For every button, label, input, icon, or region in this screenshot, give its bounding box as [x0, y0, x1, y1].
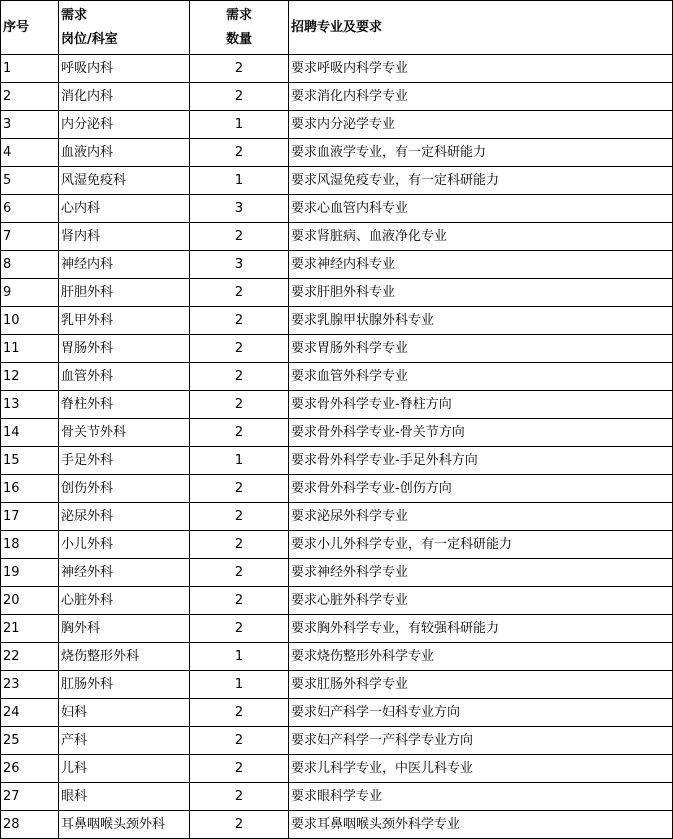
cell-dept: 呼吸内科 [59, 55, 190, 83]
table-row [1, 363, 673, 391]
table-row [1, 279, 673, 307]
cell-requirement: 要求妇产科学一妇科专业方向 [289, 699, 673, 727]
header-no [1, 1, 59, 55]
table-row [1, 503, 673, 531]
cell-requirement: 要求泌尿外科学专业 [289, 503, 673, 531]
cell-count: 2 [190, 503, 289, 531]
cell-requirement: 要求神经内科专业 [289, 251, 673, 279]
table-row [1, 727, 673, 755]
header-requirement-label: 招聘专业及要求 [291, 19, 383, 35]
cell-count: 2 [190, 279, 289, 307]
table-row [1, 783, 673, 811]
cell-no: 21 [1, 615, 59, 643]
cell-no: 26 [1, 755, 59, 783]
cell-dept: 眼科 [59, 783, 190, 811]
cell-count: 2 [190, 615, 289, 643]
table-row [1, 83, 673, 111]
cell-requirement: 要求血液学专业，有一定科研能力 [289, 139, 673, 167]
cell-requirement: 要求骨外科学专业-脊柱方向 [289, 391, 673, 419]
cell-requirement: 要求乳腺甲状腺外科专业 [289, 307, 673, 335]
cell-dept: 肛肠外科 [59, 671, 190, 699]
cell-no: 24 [1, 699, 59, 727]
cell-count: 1 [190, 167, 289, 195]
cell-count: 2 [190, 335, 289, 363]
cell-requirement: 要求妇产科学一产科学专业方向 [289, 727, 673, 755]
table-row [1, 307, 673, 335]
cell-requirement: 要求骨外科学专业-创伤方向 [289, 475, 673, 503]
cell-count: 2 [190, 475, 289, 503]
table-row [1, 335, 673, 363]
cell-dept: 心内科 [59, 195, 190, 223]
cell-dept: 骨关节外科 [59, 419, 190, 447]
cell-count: 2 [190, 307, 289, 335]
cell-dept: 心脏外科 [59, 587, 190, 615]
cell-requirement: 要求小儿外科学专业，有一定科研能力 [289, 531, 673, 559]
cell-count: 2 [190, 699, 289, 727]
table-row [1, 531, 673, 559]
table-row [1, 195, 673, 223]
cell-count: 1 [190, 111, 289, 139]
cell-dept: 创伤外科 [59, 475, 190, 503]
cell-dept: 烧伤整形外科 [59, 643, 190, 671]
cell-no: 17 [1, 503, 59, 531]
table-row [1, 615, 673, 643]
header-requirement [289, 1, 673, 55]
cell-count: 1 [190, 671, 289, 699]
cell-count: 3 [190, 195, 289, 223]
cell-requirement: 要求儿科学专业，中医儿科专业 [289, 755, 673, 783]
cell-dept: 妇科 [59, 699, 190, 727]
cell-no: 27 [1, 783, 59, 811]
header-count-line2: 数量 [225, 31, 252, 47]
cell-no: 13 [1, 391, 59, 419]
cell-no: 15 [1, 447, 59, 475]
cell-requirement: 要求眼科学专业 [289, 783, 673, 811]
cell-count: 2 [190, 783, 289, 811]
cell-requirement: 要求风湿免疫专业，有一定科研能力 [289, 167, 673, 195]
cell-dept: 风湿免疫科 [59, 167, 190, 195]
table-row [1, 447, 673, 475]
cell-requirement: 要求呼吸内科学专业 [289, 55, 673, 83]
cell-count: 2 [190, 587, 289, 615]
table-row [1, 811, 673, 839]
cell-count: 2 [190, 755, 289, 783]
cell-dept: 手足外科 [59, 447, 190, 475]
cell-count: 2 [190, 363, 289, 391]
header-no-label: 序号 [3, 19, 30, 35]
table-row [1, 671, 673, 699]
cell-no: 23 [1, 671, 59, 699]
cell-no: 20 [1, 587, 59, 615]
table-row [1, 699, 673, 727]
cell-no: 5 [1, 167, 59, 195]
cell-requirement: 要求肾脏病、血液净化专业 [289, 223, 673, 251]
cell-no: 6 [1, 195, 59, 223]
cell-count: 2 [190, 727, 289, 755]
cell-no: 4 [1, 139, 59, 167]
header-dept-line2: 岗位/科室 [61, 31, 118, 47]
cell-no: 19 [1, 559, 59, 587]
cell-requirement: 要求心脏外科学专业 [289, 587, 673, 615]
cell-dept: 脊柱外科 [59, 391, 190, 419]
cell-dept: 胃肠外科 [59, 335, 190, 363]
header-count-line1: 需求 [225, 7, 252, 23]
cell-dept: 儿科 [59, 755, 190, 783]
cell-no: 7 [1, 223, 59, 251]
cell-no: 18 [1, 531, 59, 559]
cell-no: 12 [1, 363, 59, 391]
cell-no: 1 [1, 55, 59, 83]
cell-requirement: 要求内分泌学专业 [289, 111, 673, 139]
cell-requirement: 要求烧伤整形外科学专业 [289, 643, 673, 671]
cell-requirement: 要求肝胆外科专业 [289, 279, 673, 307]
cell-dept: 乳甲外科 [59, 307, 190, 335]
cell-dept: 消化内科 [59, 83, 190, 111]
cell-count: 2 [190, 559, 289, 587]
cell-dept: 神经内科 [59, 251, 190, 279]
table-row [1, 111, 673, 139]
cell-requirement: 要求神经外科学专业 [289, 559, 673, 587]
cell-dept: 血管外科 [59, 363, 190, 391]
cell-dept: 内分泌科 [59, 111, 190, 139]
table-row [1, 251, 673, 279]
cell-dept: 小儿外科 [59, 531, 190, 559]
cell-dept: 肝胆外科 [59, 279, 190, 307]
cell-count: 1 [190, 643, 289, 671]
cell-requirement: 要求消化内科学专业 [289, 83, 673, 111]
cell-no: 3 [1, 111, 59, 139]
header-count [190, 1, 289, 55]
cell-requirement: 要求心血管内科专业 [289, 195, 673, 223]
table-row [1, 391, 673, 419]
cell-requirement: 要求骨外科学专业-手足外科方向 [289, 447, 673, 475]
cell-requirement: 要求胸外科学专业，有较强科研能力 [289, 615, 673, 643]
cell-requirement: 要求血管外科学专业 [289, 363, 673, 391]
cell-requirement: 要求肛肠外科学专业 [289, 671, 673, 699]
cell-dept: 产科 [59, 727, 190, 755]
cell-no: 14 [1, 419, 59, 447]
cell-no: 25 [1, 727, 59, 755]
cell-requirement: 要求胃肠外科学专业 [289, 335, 673, 363]
cell-count: 1 [190, 447, 289, 475]
table-row [1, 643, 673, 671]
cell-dept: 血液内科 [59, 139, 190, 167]
cell-no: 9 [1, 279, 59, 307]
cell-dept: 胸外科 [59, 615, 190, 643]
cell-no: 11 [1, 335, 59, 363]
cell-count: 2 [190, 83, 289, 111]
cell-no: 16 [1, 475, 59, 503]
cell-requirement: 要求骨外科学专业-骨关节方向 [289, 419, 673, 447]
cell-count: 2 [190, 419, 289, 447]
header-dept-line1: 需求 [61, 7, 88, 23]
cell-dept: 神经外科 [59, 559, 190, 587]
table-row [1, 475, 673, 503]
table-row [1, 587, 673, 615]
cell-no: 2 [1, 83, 59, 111]
cell-requirement: 要求耳鼻咽喉头颈外科学专业 [289, 811, 673, 839]
table-row [1, 55, 673, 83]
table-header-row [1, 1, 673, 55]
cell-count: 2 [190, 55, 289, 83]
cell-count: 2 [190, 391, 289, 419]
cell-count: 2 [190, 223, 289, 251]
cell-count: 3 [190, 251, 289, 279]
table-row [1, 223, 673, 251]
cell-no: 22 [1, 643, 59, 671]
cell-count: 2 [190, 811, 289, 839]
table-row [1, 167, 673, 195]
cell-no: 8 [1, 251, 59, 279]
cell-dept: 耳鼻咽喉头颈外科 [59, 811, 190, 839]
header-dept [59, 1, 190, 55]
cell-count: 2 [190, 139, 289, 167]
table-row [1, 755, 673, 783]
cell-no: 28 [1, 811, 59, 839]
cell-dept: 泌尿外科 [59, 503, 190, 531]
table-row [1, 559, 673, 587]
cell-no: 10 [1, 307, 59, 335]
cell-dept: 肾内科 [59, 223, 190, 251]
cell-count: 2 [190, 531, 289, 559]
table-body [1, 55, 673, 839]
table-row [1, 139, 673, 167]
table-row [1, 419, 673, 447]
